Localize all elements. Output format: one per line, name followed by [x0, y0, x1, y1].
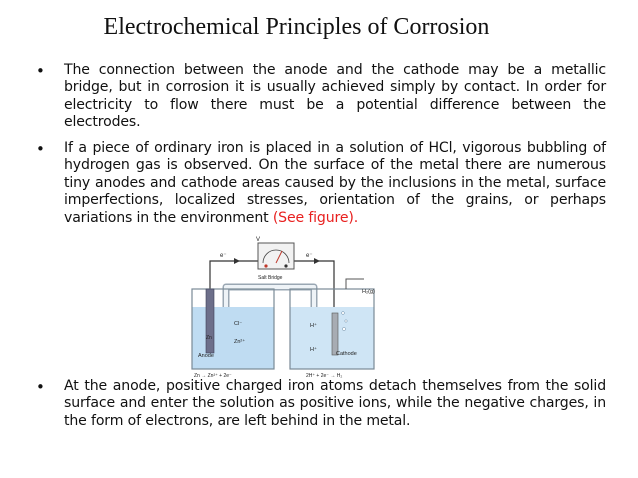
- gas-outlet-tube: [346, 279, 364, 289]
- left-solution: [192, 307, 274, 369]
- galvanic-cell-figure: [186, 233, 398, 379]
- gas-label: H₂(g): [362, 289, 375, 295]
- zn-electrode-label: Zn: [206, 335, 212, 341]
- cathode-electrode: [332, 313, 338, 355]
- bullet-item: [36, 140, 606, 227]
- bullet-text: The connection between the anode and the cathode may be a metallic bridge, but in corrosion it is usually achieved simply by contact. In order for electricity to flow there must be a potential difference between the electrodes.: [64, 62, 606, 131]
- bullet-dot: •: [36, 62, 45, 80]
- hydrogen-bubble: [345, 320, 347, 322]
- zinc-electrode: [206, 289, 214, 353]
- ion-cl-label: Cl⁻: [234, 321, 243, 327]
- bullet-item: [36, 62, 606, 132]
- slide-title: Electrochemical Principles of Corrosion: [103, 14, 490, 40]
- bullet-dot: •: [36, 140, 45, 158]
- bullet-text: At the anode, positive charged iron atoms detach themselves from the solid surface and enter the solution as positive ions, while the negative charges, in the form of electrons, are left behind in the metal.: [64, 378, 606, 429]
- anode-equation: Zn → Zn²⁺ + 2e⁻: [194, 373, 232, 379]
- ion-h2-label: H⁺: [310, 347, 317, 353]
- ion-zn-label: Zn²⁺: [234, 339, 246, 345]
- voltmeter-body: [258, 243, 294, 269]
- electron-label-right: e⁻: [306, 253, 313, 259]
- cathode-label: Cathode: [336, 351, 357, 357]
- electron-arrow-right: [314, 258, 320, 264]
- anode-label: Anode: [198, 353, 214, 359]
- ion-h-label: H⁺: [310, 323, 317, 329]
- salt-bridge-label: Salt Bridge: [258, 275, 283, 281]
- bullet-dot: •: [36, 378, 45, 396]
- electron-arrow-left: [234, 258, 240, 264]
- hydrogen-bubble: [342, 312, 345, 315]
- left-wire: [210, 261, 258, 303]
- voltmeter-label: V: [256, 237, 261, 243]
- terminal-red: [264, 264, 267, 267]
- see-figure-link[interactable]: (See figure).: [272, 209, 359, 226]
- hydrogen-bubble: [342, 327, 345, 330]
- terminal-black: [284, 264, 287, 267]
- bullet-text: [64, 140, 606, 227]
- electron-label-left: e⁻: [220, 253, 227, 259]
- bullet-item: [36, 378, 606, 430]
- cathode-equation: 2H⁺ + 2e⁻ → H₂: [306, 373, 343, 379]
- bullet-body: If a piece of ordinary iron is placed in a solution of HCl, vigorous bubbling of hydrogen gas is observed. On the surface of the metal there are numerous tiny anodes and cathode areas caused by the inclusions in the metal, surface imperfections, localized stresses, orientation of the grains, or perhaps variations in the environment: [64, 140, 606, 226]
